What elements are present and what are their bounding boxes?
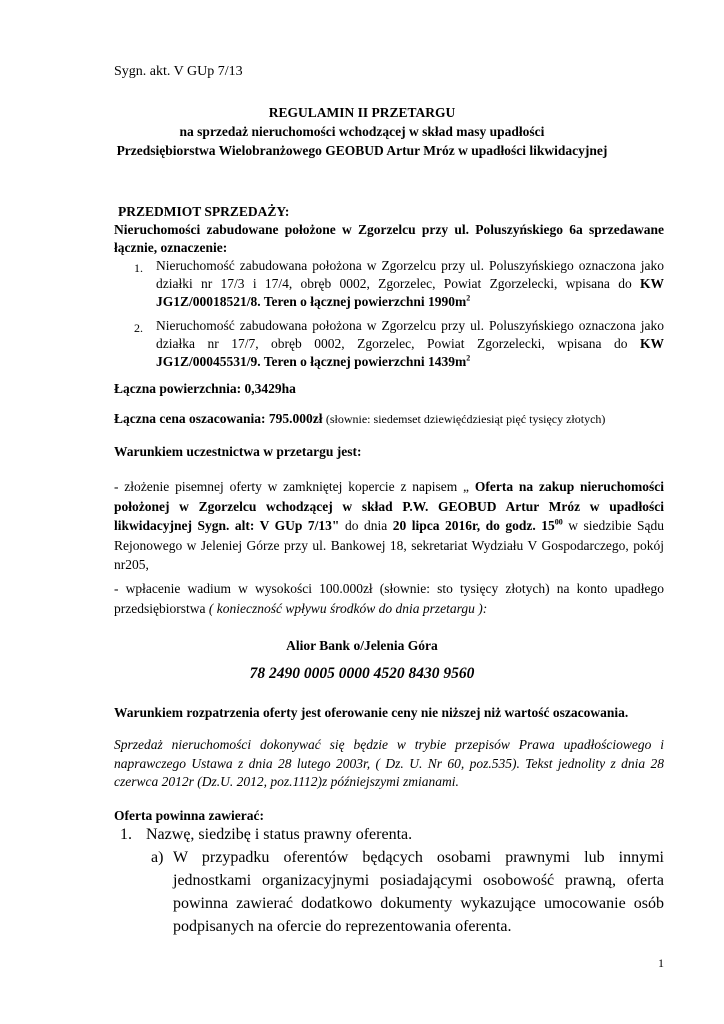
valuation-label: Łączna cena oszacowania: 795.000zł [114, 411, 323, 426]
list-item-number: 2. [134, 321, 143, 335]
legal-basis: Sprzedaż nieruchomości dokonywać się będzie w trybie przepisów Prawa upadłościowego i naprawczego Ustawa z dnia 28 lutego 2003r, ( Dz. U. Nr 60, poz.535). Tekst jednolity z dnia 28 czerwca 2012r (Dz.U. 2012, poz.1112)z późniejszymi zmianami. [114, 737, 664, 789]
list-item-letter: a) [151, 849, 164, 866]
offer-contents-heading: Oferta powinna zawierać: [114, 808, 264, 823]
offer-condition-text: - złożenie pisemnej oferty w zamkniętej kopercie z napisem „ [114, 479, 470, 494]
offer-condition-text: do dnia [339, 518, 393, 533]
subject-heading: PRZEDMIOT SPRZEDAŻY: [118, 204, 290, 219]
subject-intro: Nieruchomości zabudowane położone w Zgorzelcu przy ul. Poluszyńskiego 6a sprzedawane łącznie, oznaczenie: [114, 222, 664, 255]
valuation [114, 410, 664, 428]
deposit-note: ( konieczność wpływu środków do dnia przetargu ): [205, 601, 488, 616]
offer-condition [114, 477, 664, 575]
bank-name: Alior Bank o/Jelenia Góra [286, 638, 438, 653]
property-item-registry: KW JG1Z/00018521/8. Teren o łącznej powierzchni 1990m [156, 276, 664, 309]
property-item-text: Nieruchomość zabudowana położona w Zgorzelcu przy ul. Poluszyńskiego oznaczona jako działki nr 17/3 i 17/4, obręb 0002, Zgorzelec, Powiat Zgorzelecki, wpisana do [156, 258, 664, 291]
property-item-registry: KW JG1Z/00045531/9. Teren o łącznej powierzchni 1439m [156, 336, 665, 369]
list-item-number: 1. [134, 261, 143, 275]
property-item-sup: 2 [466, 293, 471, 303]
document-title: REGULAMIN II PRZETARGU [268, 105, 456, 120]
consideration-condition: Warunkiem rozpatrzenia oferty jest oferowanie ceny nie niższej niż wartość oszacowania. [114, 705, 629, 720]
list-item-number: 1. [120, 826, 132, 843]
envelope-label: Oferta na zakup nieruchomości położonej w Zgorzelcu wchodzącej w skład P.W. GEOBUD Artur Mróz w upadłości likwidacyjnej Sygn. alt: V GUp 7/13" [114, 479, 665, 533]
property-item-text: Nieruchomość zabudowana położona w Zgorzelcu przy ul. Poluszyńskiego oznaczona jako działka nr 17/7, obręb 0002, Zgorzelec, Powiat Zgorzelecki, wpisana do [156, 318, 664, 351]
bank-account-number: 78 2490 0005 0000 4520 8430 9560 [249, 665, 475, 682]
offer-contents-subitem: W przypadku oferentów będących osobami prawnymi lub innymi jednostkami organizacyjnymi posiadającymi osobowość prawną, oferta powinna zawierać dodatkowo dokumenty wykazujące umocowanie osób podpisanych na ofercie do reprezentowania oferenta. [173, 849, 664, 935]
property-item-sup: 2 [466, 353, 471, 363]
participation-heading: Warunkiem uczestnictwa w przetargu jest: [114, 444, 362, 459]
deposit-condition [114, 579, 664, 619]
document-subtitle: na sprzedaż nieruchomości wchodzącej w skład masy upadłości [179, 124, 545, 139]
property-item [156, 317, 664, 371]
deposit-text: - wpłacenie wadium w wysokości 100.000zł (słownie: sto tysięcy złotych) na konto upadłego przedsiębiorstwa [114, 581, 664, 616]
case-reference: Sygn. akt. V GUp 7/13 [114, 64, 243, 79]
offer-deadline: 20 lipca 2016r, do godz. 15 [392, 518, 555, 533]
offer-condition-text: w siedzibie Sądu Rejonowego w Jeleniej Górze przy ul. Bankowej 18, sekretariat Wydziału V Gospodarczego, pokój nr205, [114, 518, 664, 572]
property-item [156, 257, 664, 311]
offer-contents-item: Nazwę, siedzibę i status prawny oferenta. [146, 826, 413, 843]
document-subtitle-company: Przedsiębiorstwa Wielobranżowego GEOBUD Artur Mróz w upadłości likwidacyjnej [116, 143, 608, 158]
total-area: Łączna powierzchnia: 0,3429ha [114, 381, 296, 396]
page-number: 1 [658, 956, 664, 970]
valuation-words: (słownie: siedemset dziewięćdziesiąt pięć tysięcy złotych) [325, 412, 606, 426]
offer-deadline-minutes: 00 [554, 517, 563, 527]
